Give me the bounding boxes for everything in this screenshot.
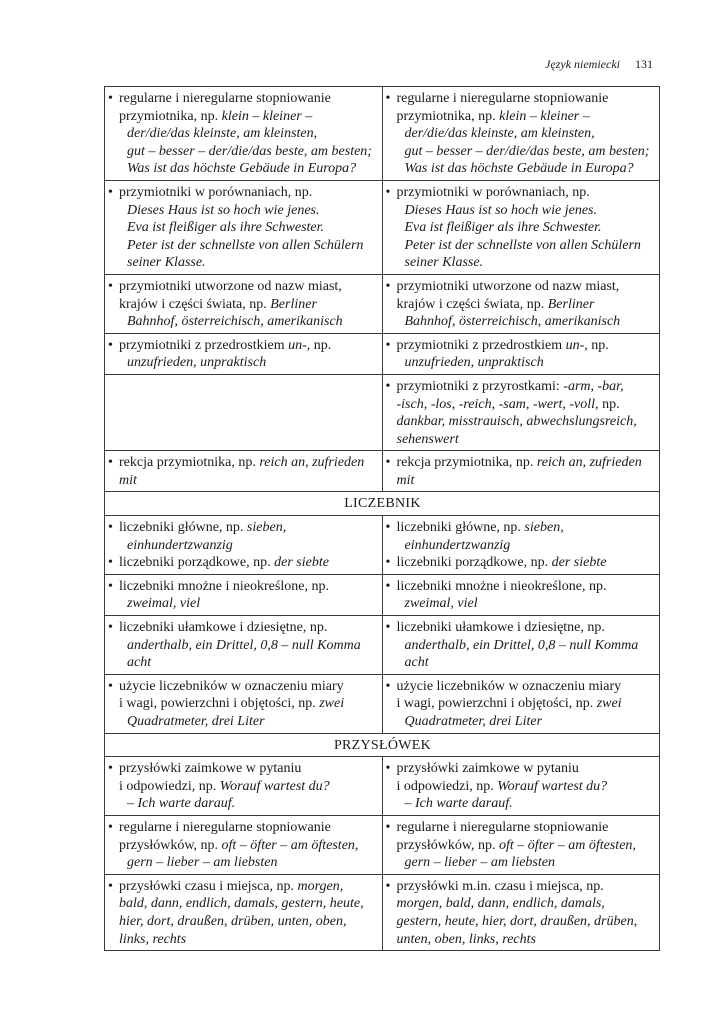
table-cell-right [382, 616, 660, 675]
bullet-icon: • [108, 878, 113, 894]
bullet-icon: • [108, 520, 113, 536]
item-example: acht [127, 655, 152, 671]
list-item [108, 519, 380, 554]
item-text: regularne i nieregularne stopniowanie [119, 91, 331, 106]
item-example: der/die/das kleinste, am kleinsten, [404, 126, 595, 142]
item-text: użycie liczebników w oznaczeniu miary [119, 678, 344, 694]
item-example: gestern, heute, hier, dort, draußen, drüben, [396, 913, 638, 929]
bullet-icon: • [385, 337, 391, 353]
bullet-icon: • [385, 555, 391, 571]
item-example: dankbar, misstrauisch, abwechslungsreich, [396, 414, 637, 430]
table-row [105, 451, 660, 492]
item-example: einhundertzwanzig [127, 537, 233, 553]
bullet-icon: • [385, 91, 391, 106]
item-example: Bahnhof, österreichisch, amerikanisch [404, 314, 621, 330]
item-text: i wagi, powierzchni i objętości, np. [396, 696, 597, 712]
item-text: przymiotnika, np. [396, 108, 500, 124]
bullet-icon: • [385, 278, 391, 294]
item-text: przysłówki m.in. czasu i miejsca, np. [396, 878, 604, 894]
list-item [386, 878, 658, 948]
table-cell-left [105, 333, 383, 374]
item-text: regularne i nieregularne stopniowanie [396, 91, 609, 106]
list-item [386, 337, 658, 372]
page-number: 131 [635, 57, 653, 71]
item-text: regularne i nieregularne stopniowanie [396, 819, 609, 835]
table-cell-left [105, 180, 383, 274]
list-item [386, 678, 658, 731]
item-example: einhundertzwanzig [404, 537, 511, 553]
item-example: zwei [319, 696, 345, 712]
header-title: Język niemiecki [545, 57, 620, 71]
bullet-icon: • [385, 878, 391, 894]
table-row [105, 757, 660, 816]
list-item [386, 184, 658, 272]
list-item [108, 90, 380, 178]
bullet-icon: • [108, 184, 113, 200]
bullet-icon: • [108, 91, 113, 106]
bullet-icon: • [385, 819, 391, 835]
item-text: np. [598, 396, 620, 412]
table-cell-right [382, 757, 660, 816]
item-text: liczebniki porządkowe, np. [396, 555, 552, 571]
item-example: -isch, -los, -reich, -sam, -wert, -voll, [396, 396, 599, 412]
item-text: , np. [584, 337, 609, 353]
item-example: klein – kleiner – [499, 108, 590, 124]
item-example: sieben, [246, 520, 287, 536]
table-cell-right [382, 87, 660, 181]
table-cell-right [382, 815, 660, 874]
list-item [386, 554, 658, 572]
item-example: Quadratmeter, drei Liter [127, 714, 265, 729]
item-example: Worauf wartest du? [219, 778, 330, 794]
list-item [386, 454, 658, 489]
item-example: – Ich warte darauf. [127, 796, 236, 812]
item-text: przymiotniki utworzone od nazw miast, [396, 278, 620, 294]
item-example: unzufrieden, unpraktisch [404, 355, 544, 371]
table-cell-right [382, 333, 660, 374]
item-example: morgen, [297, 878, 344, 894]
list-item [108, 819, 380, 872]
bullet-icon: • [108, 761, 113, 777]
item-text: liczebniki główne, np. [396, 520, 525, 536]
bullet-icon: • [108, 337, 113, 353]
item-example: Eva ist fleißiger als ihre Schwester. [404, 220, 602, 236]
list-item [108, 578, 380, 613]
table-row [105, 180, 660, 274]
table-cell-left [105, 815, 383, 874]
item-text: przysłówki czasu i miejsca, np. [119, 878, 298, 894]
table-cell-left [105, 874, 383, 950]
item-example: Berliner [270, 296, 317, 312]
item-example: mit [396, 472, 415, 488]
table-cell-right [382, 451, 660, 492]
item-text: i odpowiedzi, np. [119, 778, 220, 794]
item-example: Was ist das höchste Gebäude in Europa? [127, 161, 357, 177]
item-text: przysłówków, np. [396, 837, 500, 853]
table-cell-right [382, 180, 660, 274]
item-example: unten, oben, links, rechts [396, 931, 536, 947]
item-text: przymiotnika, np. [119, 108, 222, 124]
list-item [386, 578, 658, 613]
item-example: Dieses Haus ist so hoch wie jenes. [127, 202, 320, 218]
item-example: un- [288, 337, 307, 353]
table-row [105, 574, 660, 615]
list-item [386, 519, 658, 554]
table-cell-right [382, 874, 660, 950]
item-text: przymiotniki z przyrostkami: [396, 378, 564, 394]
item-example: -arm, -bar, [563, 378, 624, 394]
item-example: un- [565, 337, 585, 353]
item-text: przymiotniki z przedrostkiem [119, 337, 289, 353]
item-text: krajów i części świata, np. [396, 296, 548, 312]
item-text: liczebniki porządkowe, np. [119, 555, 275, 571]
table-row [105, 274, 660, 333]
item-example: Berliner [547, 296, 595, 312]
item-text: przysłówki zaimkowe w pytaniu [396, 761, 579, 777]
item-example: oft – öfter – am öftesten, [499, 837, 636, 853]
bullet-icon: • [385, 678, 391, 694]
item-text: liczebniki ułamkowe i dziesiętne, np. [119, 620, 328, 636]
item-example: gern – lieber – am liebsten [404, 855, 555, 871]
item-example: sieben, [524, 520, 564, 536]
item-example: zweimal, viel [127, 596, 201, 612]
item-example: mit [119, 472, 137, 488]
item-example: der/die/das kleinste, am kleinsten, [127, 126, 318, 142]
item-text: przymiotniki utworzone od nazw miast, [119, 278, 342, 294]
item-text: liczebniki główne, np. [119, 520, 247, 536]
list-item [386, 760, 658, 813]
item-text: liczebniki mnożne i nieokreślone, np. [119, 578, 329, 594]
item-example: gern – lieber – am liebsten [127, 855, 278, 871]
item-example: Was ist das höchste Gebäude in Europa? [404, 161, 634, 177]
list-item [386, 619, 658, 672]
item-text: rekcja przymiotnika, np. [119, 455, 260, 471]
item-example: bald, dann, endlich, damals, gestern, heute, [119, 896, 364, 912]
item-example: Eva ist fleißiger als ihre Schwester. [127, 220, 325, 236]
table-cell-right [382, 516, 660, 575]
list-item [108, 760, 380, 813]
item-text: przymiotniki w porównaniach, np. [396, 184, 590, 200]
item-example: Quadratmeter, drei Liter [404, 714, 543, 729]
list-item [108, 337, 380, 372]
table-cell-left [105, 274, 383, 333]
table-cell-left [105, 87, 383, 181]
item-example: Peter ist der schnellste von allen Schülern [127, 237, 364, 253]
item-text: przymiotniki w porównaniach, np. [119, 184, 313, 200]
item-example: sehenswert [396, 431, 459, 447]
table-cell-left [105, 674, 383, 733]
list-item [108, 184, 380, 272]
item-text: i odpowiedzi, np. [396, 778, 498, 794]
section-title-przyslowek: PRZYSŁÓWEK [105, 733, 660, 757]
bullet-icon: • [108, 455, 113, 471]
list-item [108, 554, 380, 572]
item-example: gut – besser – der/die/das beste, am besten; [127, 143, 372, 159]
item-text: liczebniki ułamkowe i dziesiętne, np. [396, 620, 605, 636]
item-example: – Ich warte darauf. [404, 796, 513, 812]
item-text: rekcja przymiotnika, np. [396, 455, 537, 471]
item-example: gut – besser – der/die/das beste, am besten; [404, 143, 650, 159]
item-example: morgen, bald, dann, endlich, damals, [396, 896, 605, 912]
bullet-icon: • [385, 520, 391, 536]
item-example: anderthalb, ein Drittel, 0,8 – null Komma [127, 637, 361, 653]
list-item [386, 819, 658, 872]
table-row [105, 333, 660, 374]
item-text: , np. [306, 337, 332, 353]
table-cell-right [382, 374, 660, 450]
item-example: reich an, zufrieden [536, 455, 642, 471]
item-example: oft – öfter – am öftesten, [221, 837, 359, 853]
item-example: anderthalb, ein Drittel, 0,8 – null Komma [404, 637, 639, 653]
item-text: przymiotniki z przedrostkiem [396, 337, 566, 353]
item-example: Peter ist der schnellste von allen Schülern [404, 237, 641, 253]
table-row [105, 374, 660, 450]
item-text: regularne i nieregularne stopniowanie [119, 819, 331, 835]
bullet-icon: • [385, 184, 391, 200]
list-item [386, 90, 658, 178]
item-example: links, rechts [119, 931, 187, 947]
bullet-icon: • [385, 378, 391, 394]
list-item [386, 278, 658, 331]
curriculum-table [104, 86, 660, 951]
bullet-icon: • [385, 455, 391, 471]
list-item [108, 678, 380, 731]
bullet-icon: • [108, 578, 113, 594]
item-example: unzufrieden, unpraktisch [127, 355, 267, 371]
section-header-row [105, 492, 660, 516]
list-item [386, 378, 658, 448]
table-cell-left [105, 757, 383, 816]
bullet-icon: • [108, 819, 113, 835]
bullet-icon: • [108, 278, 113, 294]
table-row [105, 616, 660, 675]
bullet-icon: • [108, 555, 113, 571]
table-cell-right [382, 674, 660, 733]
item-example: Worauf wartest du? [497, 778, 608, 794]
item-text: przysłówki zaimkowe w pytaniu [119, 761, 302, 777]
item-example: der siebte [551, 555, 607, 571]
table-cell-left [105, 451, 383, 492]
table-cell-left [105, 516, 383, 575]
list-item [108, 278, 380, 331]
list-item [108, 619, 380, 672]
table-row [105, 674, 660, 733]
table-row [105, 815, 660, 874]
item-text: przysłówków, np. [119, 837, 222, 853]
table-cell-left [105, 616, 383, 675]
item-example: zweimal, viel [404, 596, 478, 612]
bullet-icon: • [108, 620, 113, 636]
item-example: der siebte [274, 555, 329, 571]
item-text: liczebniki mnożne i nieokreślone, np. [396, 578, 607, 594]
item-example: seiner Klasse. [404, 255, 484, 271]
table-row [105, 874, 660, 950]
table-cell-left [105, 574, 383, 615]
item-text: użycie liczebników w oznaczeniu miary [396, 678, 622, 694]
bullet-icon: • [385, 761, 391, 777]
item-example: reich an, zufrieden [259, 455, 365, 471]
table-cell-left-empty [105, 374, 383, 450]
table-row [105, 516, 660, 575]
running-header [545, 57, 653, 72]
section-header-row [105, 733, 660, 757]
item-text: krajów i części świata, np. [119, 296, 271, 312]
bullet-icon: • [385, 620, 391, 636]
item-example: hier, dort, draußen, drüben, unten, oben, [119, 913, 347, 929]
item-example: klein – kleiner – [221, 108, 313, 124]
bullet-icon: • [108, 678, 113, 694]
table-cell-right [382, 574, 660, 615]
item-example: seiner Klasse. [127, 255, 206, 271]
list-item [108, 454, 380, 489]
item-example: Bahnhof, österreichisch, amerikanisch [127, 314, 343, 330]
list-item [108, 878, 380, 948]
item-example: zwei [596, 696, 622, 712]
item-example: acht [404, 655, 429, 671]
table-cell-right [382, 274, 660, 333]
section-title-liczebnik: LICZEBNIK [105, 492, 660, 516]
table-row [105, 87, 660, 181]
item-example: Dieses Haus ist so hoch wie jenes. [404, 202, 597, 218]
item-text: i wagi, powierzchni i objętości, np. [119, 696, 320, 712]
bullet-icon: • [385, 578, 391, 594]
